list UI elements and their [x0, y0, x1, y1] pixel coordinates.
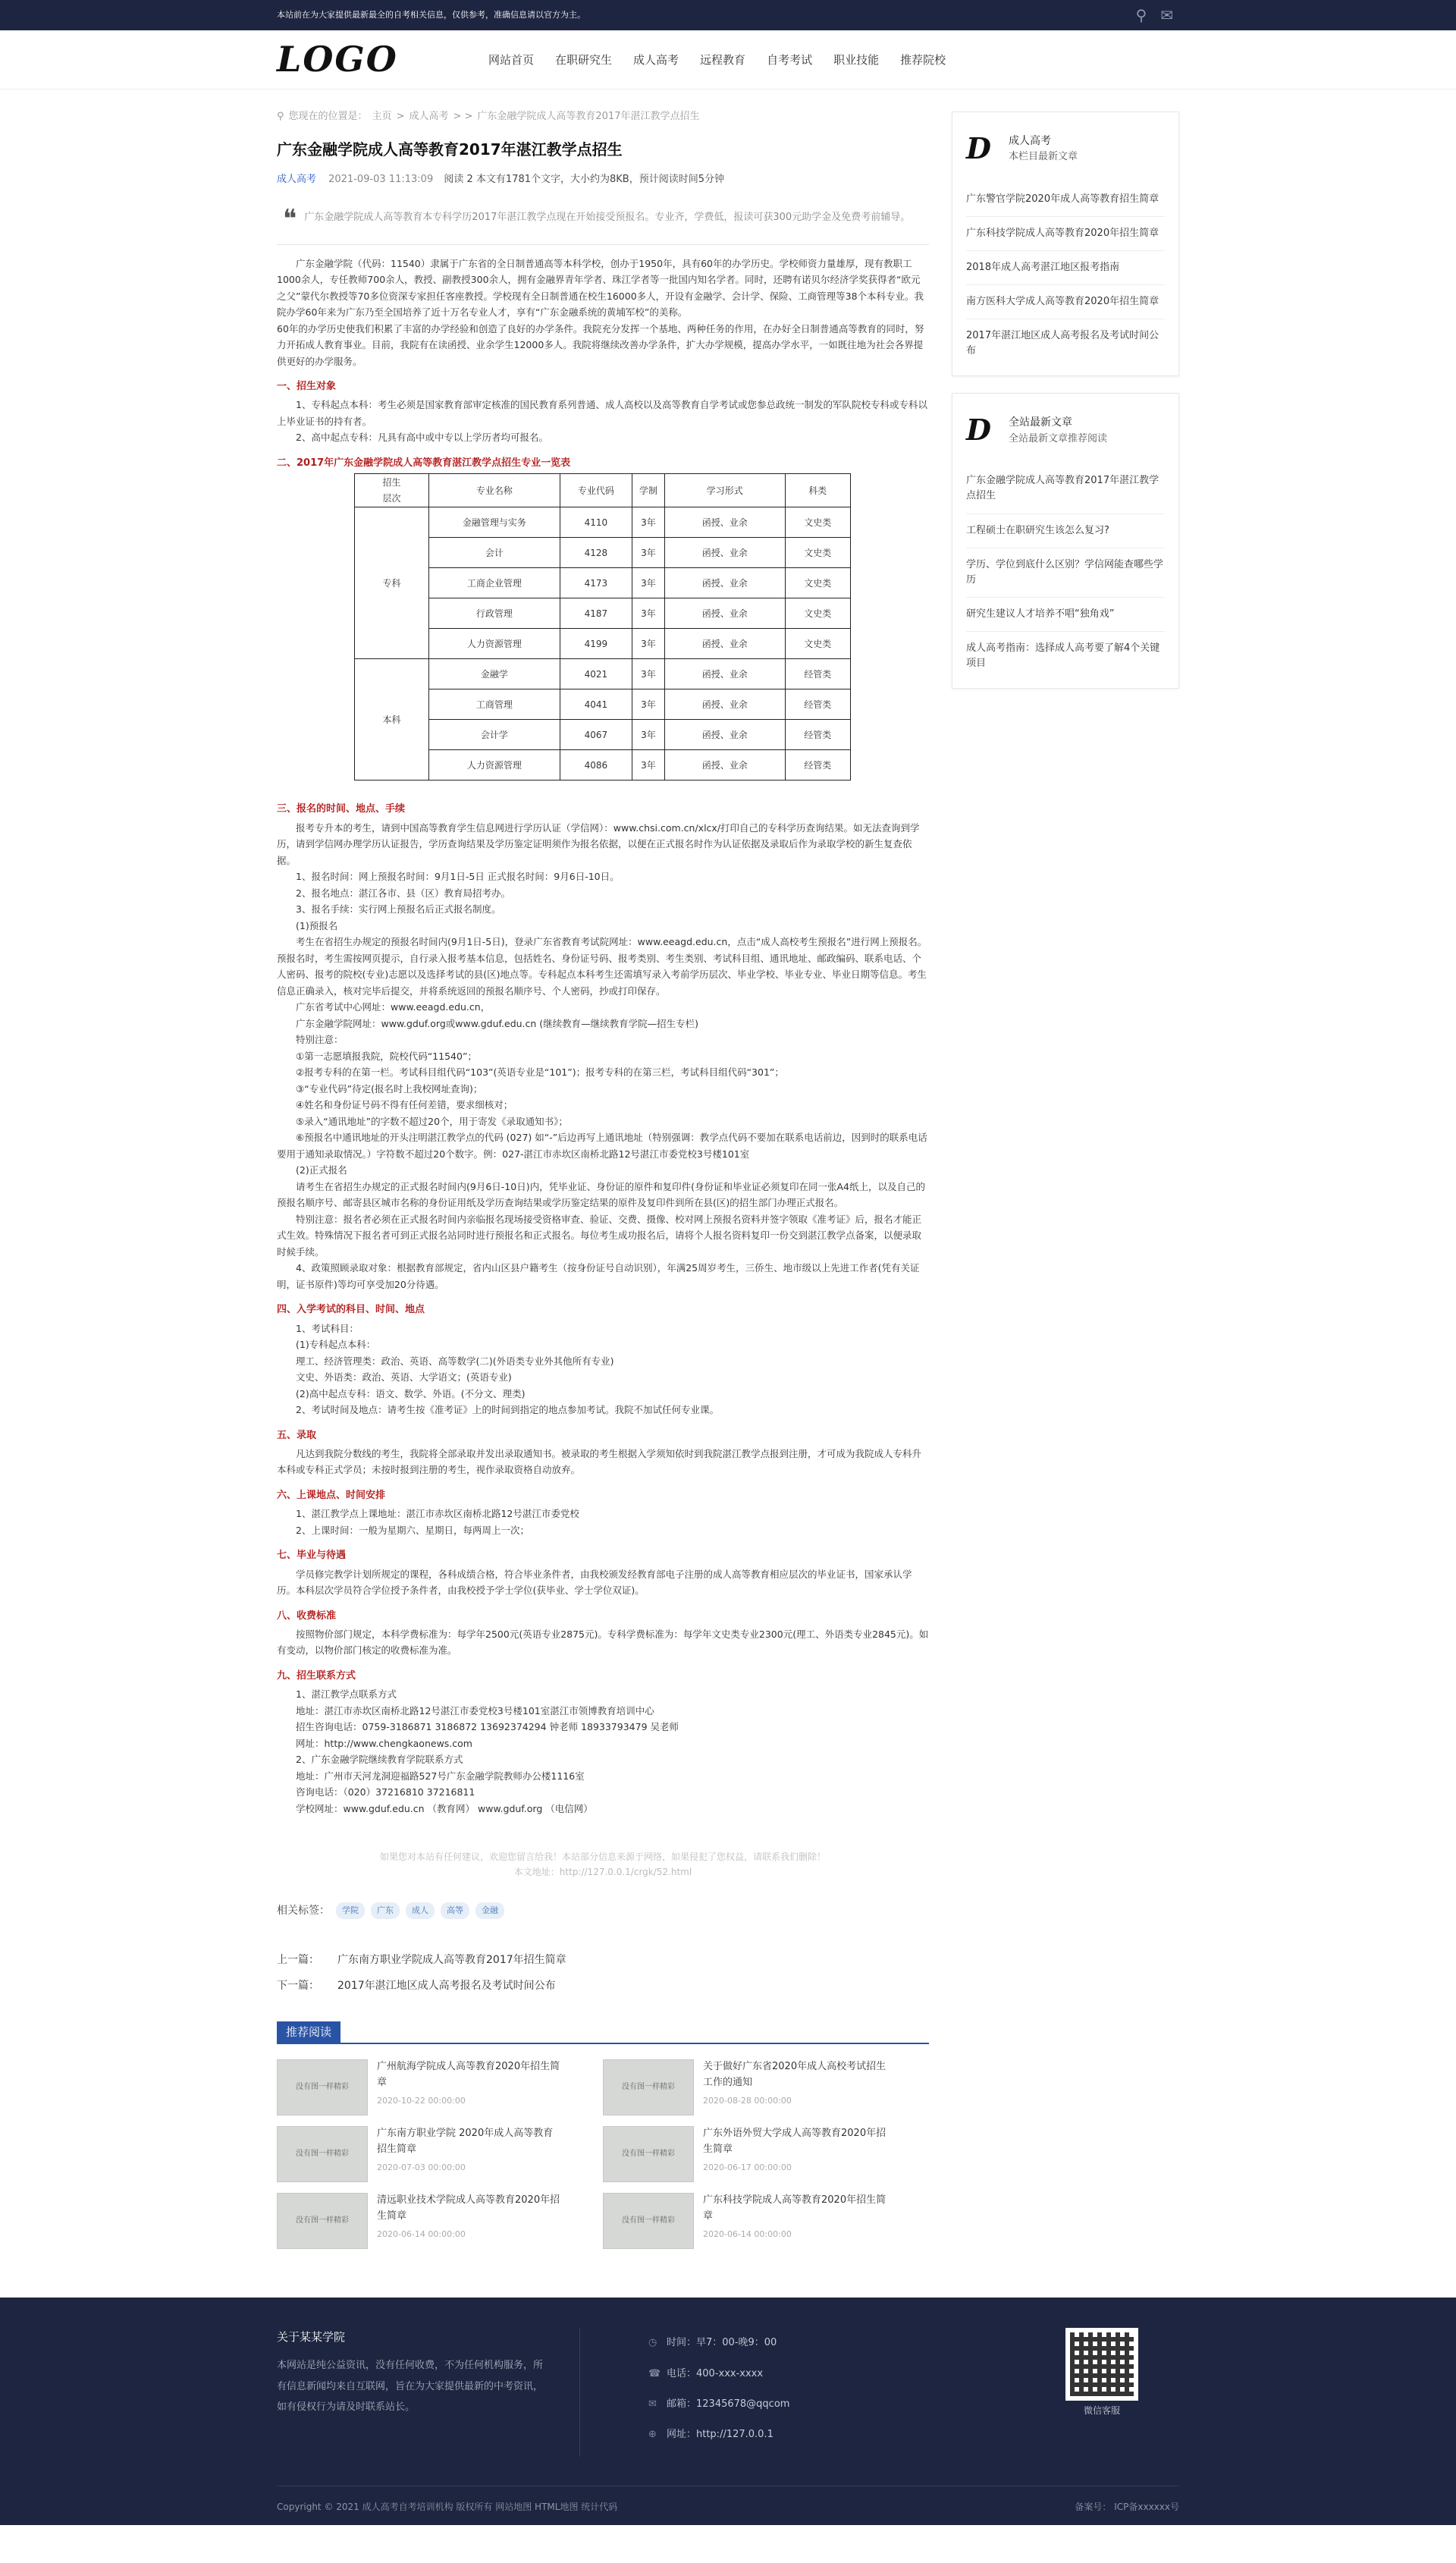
section-5-body: [277, 1446, 929, 1478]
table-header: 学习形式: [665, 474, 785, 507]
section-text: 咨询电话：（020）37216810 37216811: [296, 1786, 475, 1798]
section-3-body: [277, 820, 929, 1293]
section-text: 2、高中起点专科：凡具有高中或中专以上学历者均可报名。: [296, 432, 548, 444]
table-cell: 人力资源管理: [428, 750, 560, 781]
recommend-title[interactable]: 广东南方职业学院 2020年成人高等教育招生简章: [377, 2128, 554, 2156]
section-text: 地址：广州市天河龙洞迎福路527号广东金融学院教师办公楼1116室: [296, 1770, 585, 1782]
disclaimer-text: 如果您对本站有任何建议，欢迎您留言给我！本站部分信息来源于网络，如果侵犯了您权益，请联系我们删除！: [379, 1852, 826, 1863]
section-heading: 六、上课地点、时间安排: [277, 1489, 386, 1501]
contact-email[interactable]: 邮箱：12345678@qqcom: [667, 2398, 790, 2410]
sidebar-link[interactable]: 广东警官学院2020年成人高等教育招生简章: [966, 183, 1165, 217]
table-cell: 3年: [632, 538, 664, 568]
box-title: 全站最新文章: [1009, 416, 1072, 429]
table-row: [355, 598, 851, 629]
majors-table: [354, 473, 851, 781]
recommend-item[interactable]: [277, 2126, 603, 2182]
wechat-icon[interactable]: ✉: [1160, 6, 1173, 24]
section-text: (2)高中起点专科：语文、数学、外语。(不分文、理类): [296, 1387, 526, 1399]
breadcrumb-home[interactable]: 主页: [372, 111, 392, 122]
section-text: 1、考试科目：: [296, 1322, 359, 1334]
recommend-title[interactable]: 清远职业技术学院成人高等教育2020年招生简章: [377, 2194, 560, 2222]
box-subtitle: 全站最新文章推荐阅读: [1009, 432, 1108, 444]
qr-code-icon: [1065, 2328, 1138, 2401]
recommend-date: 2020-07-03 00:00:00: [377, 2162, 466, 2172]
table-row: [355, 750, 851, 781]
table-cell: 行政管理: [428, 598, 560, 629]
contact-url[interactable]: 网址：http://127.0.0.1: [667, 2429, 774, 2441]
table-cell: 3年: [632, 689, 664, 720]
quote-icon: ❝: [283, 203, 297, 234]
sidebar-link[interactable]: 工程硕士在职研究生该怎么复习?: [966, 514, 1165, 548]
nav-item-schools[interactable]: 推荐院校: [900, 53, 946, 67]
table-cell: 函授、业余: [665, 538, 785, 568]
section-text: 1、湛江教学点联系方式: [296, 1688, 397, 1701]
table-cell: 金融学: [428, 659, 560, 689]
table-cell: 函授、业余: [665, 689, 785, 720]
table-cell: 4110: [560, 507, 632, 538]
section-text: ①第一志愿填报我院，院校代码“11540”；: [296, 1050, 477, 1062]
nav-item-adult-exam[interactable]: 成人高考: [633, 53, 679, 67]
recommend-text: [703, 2126, 889, 2182]
section-text: 学员修完教学计划所规定的课程，各科成绩合格，符合毕业条件者，由我校颁发经教育部电子注册的成人高等教育相应层次的毕业证书，国家承认学历。本科层次学员符合学位授予条件者，由我校授予学士学位(获毕业、学士学位双证)。: [277, 1568, 912, 1597]
section-text: (2)正式报名: [296, 1164, 347, 1176]
section-8-body: [277, 1626, 929, 1659]
table-header: 专业名称: [428, 474, 560, 507]
table-cell: 文史类: [785, 507, 850, 538]
nav-item-self-exam[interactable]: 自考考试: [767, 53, 813, 67]
footer-contact: [580, 2328, 1035, 2457]
table-cell: 3年: [632, 629, 664, 659]
table-cell: 4041: [560, 689, 632, 720]
summary-text: 广东金融学院成人高等教育本专科学历2017年湛江教学点现在开始接受预报名。专业齐，学费低，报读可获300元助学金及免费考前辅导。: [304, 211, 911, 223]
tag[interactable]: 高等: [441, 1902, 469, 1919]
section-text: 2、报名地点：湛江各市、县（区）教育局招考办。: [296, 887, 510, 899]
section-text: ④姓名和身份证号码不得有任何差错，要求细核对；: [296, 1099, 513, 1111]
article-title: 广东金融学院成人高等教育2017年湛江教学点招生: [277, 140, 623, 159]
section-text: 理工、经济管理类：政治、英语、高等数学(二)(外语类专业外其他所有专业): [296, 1355, 614, 1367]
breadcrumb-sep2: > >: [453, 111, 473, 122]
article-info: 阅读 2 本文有1781个文字，大小约为8KB，预计阅读时间5分钟: [444, 173, 724, 185]
table-cell: 工商企业管理: [428, 568, 560, 598]
majors-table-wrap: [354, 473, 929, 792]
table-cell: 文史类: [785, 598, 850, 629]
recommend-date: 2020-06-17 00:00:00: [703, 2162, 792, 2172]
recommend-thumb[interactable]: 没有图一样精彩: [277, 2059, 368, 2115]
section-text: 凡达到我院分数线的考生，我院将全部录取并发出录取通知书。被录取的考生根据入学须知依时到我院湛江教学点报到注册，才可成为我院成人专科升本科或专科正式学员；未按时报到注册的考生，视作录取资格自动放弃。: [277, 1447, 922, 1476]
table-cell: 文史类: [785, 538, 850, 568]
prev-label: 上一篇：: [277, 1954, 319, 1967]
icp-number: 备案号： ICP备xxxxxx号: [1075, 2502, 1179, 2513]
site-logo[interactable]: LOGO: [277, 39, 398, 80]
section-heading: 五、录取: [277, 1429, 317, 1441]
section-text: ⑥预报名中通讯地址的开头注明湛江教学点的代码 (027) 如“-”后边再写上通讯地址（特别强调：教学点代码不要加在联系电话前边，因到时的联系电话要用于通知录取情况。）字符数不超过20个数字。例：027-湛江市赤坎区南桥北路12号湛江市委党校3号楼101室: [277, 1132, 927, 1160]
nav-item-home[interactable]: 网站首页: [488, 53, 535, 67]
article-main: [277, 133, 929, 2249]
breadcrumb-prefix: 您现在的位置是：: [288, 111, 368, 122]
table-row: [355, 568, 851, 598]
top-notice: 本站前在为大家提供最新最全的自考相关信息，仅供参考，准确信息请以官方为主。: [277, 10, 585, 20]
sidebar-link[interactable]: 广东科技学院成人高等教育2020年招生简章: [966, 217, 1165, 251]
section-heading: 三、报名的时间、地点、手续: [277, 803, 406, 815]
article-date: 2021-09-03 11:13:09: [328, 173, 434, 185]
sidebar-box-category: [952, 112, 1179, 377]
footer-about-text: 本网站是纯公益资讯，没有任何收费，不为任何机构服务，所有信息新闻均来自互联网，旨在为大家提供最新的中考资讯，如有侵权行为请及时联系站长。: [277, 2360, 544, 2413]
section-text: 特别注意：报名者必须在正式报名时间内亲临报名现场接受资格审查、验证、交费、摄像、校对网上预报名资料并签字领取《准考证》后，报名才能正式生效。特殊情况下报名者可到正式报名站同时进行预报名和正式报名。每位考生成功报名后，请将个人报名资料复印一份交到湛江教学点备案，以便录取时候手续。: [277, 1213, 922, 1258]
box-subtitle: 本栏目最新文章: [1009, 150, 1078, 162]
recommend-text: [377, 2193, 563, 2249]
recommend-thumb[interactable]: 没有图一样精彩: [603, 2126, 694, 2182]
table-cell: 经管类: [785, 720, 850, 750]
article-meta: [277, 172, 929, 188]
table-cell: 人力资源管理: [428, 629, 560, 659]
table-header: 科类: [785, 474, 850, 507]
table-cell: 函授、业余: [665, 720, 785, 750]
nav-item-skills[interactable]: 职业技能: [833, 53, 880, 67]
location-pin-icon: ⚲: [277, 111, 284, 122]
section-text: 网址：http://www.chengkaonews.com: [296, 1737, 472, 1749]
table-header: 学制: [632, 474, 664, 507]
article-url[interactable]: 本文地址：http://127.0.0.1/crgk/52.html: [513, 1866, 692, 1877]
table-cell: 3年: [632, 720, 664, 750]
recommend-item[interactable]: [277, 2059, 603, 2115]
section-heading: 四、入学考试的科目、时间、地点: [277, 1304, 425, 1316]
section-text: 2、考试时间及地点：请考生按《准考证》上的时间到指定的地点参加考试。我院不加试任何专业课。: [296, 1404, 719, 1416]
recommend-text: [377, 2059, 563, 2115]
sidebar-link[interactable]: 2017年湛江地区成人高考报名及考试时间公布: [966, 330, 1159, 357]
sidebar: [952, 112, 1179, 2249]
section-9-body: [277, 1686, 929, 1817]
sidebar-link[interactable]: 学历、学位到底什么区别？学信网能查哪些学历: [966, 548, 1165, 598]
table-cell: 会计: [428, 538, 560, 568]
table-cell: 经管类: [785, 689, 850, 720]
table-cell: 4086: [560, 750, 632, 781]
recommend-thumb[interactable]: 没有图一样精彩: [603, 2193, 694, 2249]
article-summary: [277, 203, 929, 245]
tag-list: [277, 1902, 929, 1919]
tag[interactable]: 学院: [336, 1902, 365, 1919]
section-text: ②报考专科的在第一栏。考试科目组代码“103”(英语专业是“101”)；报考专科的在第三栏，考试科目组代码“301”；: [296, 1066, 784, 1079]
prev-link[interactable]: 广东南方职业学院成人高等教育2017年招生简章: [337, 1954, 566, 1967]
section-4-body: [277, 1321, 929, 1418]
table-cell: 4067: [560, 720, 632, 750]
breadcrumb-current: 广东金融学院成人高等教育2017年湛江教学点招生: [477, 111, 700, 122]
table-cell: 3年: [632, 659, 664, 689]
section-text: 文史、外语类：政治、英语、大学语文；(英语专业): [296, 1371, 512, 1384]
table-cell: 函授、业余: [665, 629, 785, 659]
nav-item-grad[interactable]: 在职研究生: [555, 53, 613, 67]
section-heading: 九、招生联系方式: [277, 1669, 356, 1682]
section-text: 1、湛江教学点上课地址：湛江市赤坎区南桥北路12号湛江市委党校: [296, 1508, 579, 1520]
section-text: (1)预报名: [296, 919, 338, 931]
box-title: 成人高考: [1009, 134, 1051, 147]
recommend-title[interactable]: 广东科技学院成人高等教育2020年招生简章: [703, 2194, 886, 2222]
box-items: [966, 464, 1165, 680]
next-label: 下一篇：: [277, 1979, 319, 1992]
table-cell: 4021: [560, 659, 632, 689]
sidebar-link[interactable]: 广东金融学院成人高等教育2017年湛江教学点招生: [966, 464, 1165, 514]
main-nav: [478, 51, 956, 69]
section-text: 3、报名手续：实行网上预报名后正式报名制度。: [296, 903, 501, 916]
sidebar-link[interactable]: 2018年成人高考湛江地区报考指南: [966, 251, 1165, 285]
footer-about-title: 关于某某学院: [277, 2330, 346, 2345]
section-text: 报考专升本的考生，请到中国高等教育学生信息网进行学历认证（学信网）：www.chsi.com.cn/xlcx/打印自己的专科学历查询结果。如无法查询到学历，请到学信网办理学历认证报告，学历查询结果及学历鉴定证明须作为报名依据，以便在正式报名时作为认证依据及录取后作为录取学校的新生复查依据。: [277, 821, 920, 866]
sidebar-link[interactable]: 研究生建议人才培养不唱“独角戏”: [966, 598, 1165, 632]
section-7-body: [277, 1566, 929, 1599]
table-row: [355, 720, 851, 750]
section-text: 请考生在省招生办规定的正式报名时间内(9月6日-10日)内，凭毕业证、身份证的原件和复印件(身份证和毕业证必须复印在同一张A4纸上，以及自己的预报名顺序号、邮寄县区城市名称的身份证用纸及学历查询结果或学历鉴定结果的原件及复印件到所在县(区)的招生部门办理正式报名。: [277, 1180, 925, 1209]
section-text: 4、政策照顾录取对象：根据教育部规定，省内山区县户籍考生（按身份证号自动识别），年满25周岁考生，三侨生、地市级以上先进工作者(凭有关证明，证书原件)等均可享受加20分待遇。: [277, 1262, 920, 1290]
box-items: [966, 183, 1165, 369]
section-text: (1)专科起点本科：: [296, 1339, 376, 1351]
intro-paragraph: 广东金融学院（代码：11540）隶属于广东省的全日制普通高等本科学校，创办于1950年，具有60年的办学历史。学校师资力量雄厚，现有教职工1000余人，专任教师700余人，教授、副教授300余人，拥有金融界青年学者、珠江学者等一批国内知名学者。同时，还聘有诺贝尔经济学奖获得者“欧元之父”蒙代尔教授等70多位资深专家担任客座教授。学校现有全日制普通在校生16000多人，开设有金融学、会计学、保险、工商管理等38个本科专业。我院办学60年来为广东乃至全国培养了近十万名专业人才，享有“广东金融系统的黄埔军校”的美称。: [277, 257, 924, 319]
table-cell: 文史类: [785, 568, 850, 598]
sidebar-link[interactable]: 南方医科大学成人高等教育2020年招生简章: [966, 285, 1165, 319]
section-text: 按照物价部门规定，本科学费标准为：每学年2500元(英语专业2875元)。专科学费标准为：每学年文史类专业2300元(理工、外语类专业2845元)。如有变动，以物价部门核定的收费标准为准。: [277, 1628, 929, 1657]
section-text: ③“专业代码”待定(报名时上我校网址查询)；: [296, 1082, 483, 1095]
recommend-header: [277, 1999, 929, 2044]
section-text: 1、专科起点本科：考生必须是国家教育部审定核准的国民教育系列普通、成人高校以及高等教育自学考试或您参总政统一制发的军队院校专科或专科以上毕业证书的持有者。: [277, 399, 927, 427]
table-cell: 3年: [632, 507, 664, 538]
table-cell: 函授、业余: [665, 598, 785, 629]
disclaimer: [277, 1850, 929, 1879]
recommend-date: 2020-10-22 00:00:00: [377, 2095, 466, 2106]
tags-label: 相关标签：: [277, 1904, 330, 1917]
table-cell: 工商管理: [428, 689, 560, 720]
sidebar-link[interactable]: 成人高考指南：选择成人高考要了解4个关键项目: [966, 642, 1160, 670]
recommend-thumb[interactable]: 没有图一样精彩: [277, 2193, 368, 2249]
breadcrumb-category[interactable]: 成人高考: [409, 111, 449, 122]
recommend-item[interactable]: [277, 2193, 603, 2249]
recommend-title[interactable]: 关于做好广东省2020年成人高校考试招生工作的通知: [703, 2061, 886, 2089]
intro-paragraph: 60年的办学历史使我们积累了丰富的办学经验和创造了良好的办学条件。我院充分发挥一个基地、两种任务的作用，在办好全日制普通高等教育的同时，努力开拓成人教育事业。目前，我院有在读函授、业余学生12000多人。我院将继续改善办学条件，扩大办学规模，提高办学水平，一如既往地为社会各界提供更好的办学服务。: [277, 322, 924, 367]
table-cell: 4173: [560, 568, 632, 598]
recommend-list: [277, 2059, 929, 2249]
section-text: 学校网址：www.gduf.edu.cn （教育网） www.gduf.org （电信网）: [296, 1802, 593, 1814]
copyright: Copyright © 2021 成人高考自考培训机构 版权所有 网站地图 HTML地图 统计代码: [277, 2502, 618, 2513]
site-header: [0, 30, 1456, 90]
section-text: ⑤录入“通讯地址”的字数不超过20个，用于寄发《录取通知书》；: [296, 1115, 568, 1127]
recommend-item[interactable]: [603, 2059, 929, 2115]
mail-icon: ✉: [648, 2398, 657, 2410]
table-row: [355, 538, 851, 568]
table-cell: 3年: [632, 598, 664, 629]
recommend-item[interactable]: [603, 2193, 929, 2249]
article-body: [277, 256, 929, 1817]
table-cell: 经管类: [785, 659, 850, 689]
contact-time: 时间：早7：00-晚9：00: [667, 2337, 777, 2349]
section-text: 考生在省招生办规定的预报名时间内(9月1日-5日)，登录广东省教育考试院网址：www.eeagd.edu.cn，点击“成人高校考生预报名”进行网上预报名。预报名时，考生需按网页提示，自行录入报考基本信息，包括姓名、身份证号码、报考类别、考生类别、考试科目组、通讯地址、邮政编码、联系电话、个人密码、报考的院校(专业)志愿以及选择考试的县(区)地点等。专科起点本科考生还需填写录入考前学历层次、毕业学校、毕业专业、毕业日期等信息。考生信息正确录入，核对完毕后提交，并将系统返回的预报名顺序号、个人密码，抄或打印保存。: [277, 936, 927, 997]
section-heading: 七、毕业与待遇: [277, 1550, 347, 1562]
table-cell: 函授、业余: [665, 659, 785, 689]
nav-item-remote[interactable]: 远程教育: [700, 53, 746, 67]
table-cell: 经管类: [785, 750, 850, 781]
section-text: 地址：湛江市赤坎区南桥北路12号湛江市委党校3号楼101室湛江市领博教育培训中心: [296, 1704, 654, 1717]
article-category[interactable]: 成人高考: [277, 173, 317, 185]
qr-caption: 微信客服: [1083, 2405, 1120, 2417]
phone-icon: ☎: [648, 2367, 661, 2379]
section-text: 特别注意：: [296, 1034, 344, 1046]
table-row: [355, 689, 851, 720]
section-text: 广东省考试中心网址：www.eeagd.edu.cn，: [296, 1001, 491, 1013]
section-text: 1、报名时间：网上预报名时间：9月1日-5日 正式报名时间：9月6日-10日。: [296, 871, 620, 883]
recommend-item[interactable]: [603, 2126, 929, 2182]
table-row: [355, 629, 851, 659]
recommend-thumb[interactable]: 没有图一样精彩: [277, 2126, 368, 2182]
recommend-text: [703, 2193, 889, 2249]
top-bar: [0, 0, 1456, 30]
recommend-text: [377, 2126, 563, 2182]
tag[interactable]: 广东: [371, 1902, 400, 1919]
table-header: [355, 474, 429, 507]
recommend-text: [703, 2059, 889, 2115]
section-heading: 八、收费标准: [277, 1610, 337, 1622]
table-cell: 4199: [560, 629, 632, 659]
contact-phone: 电话：400-xxx-xxxx: [667, 2367, 764, 2379]
level-cell: 专科: [355, 507, 429, 659]
search-icon[interactable]: ⚲: [1135, 6, 1147, 24]
section-6-body: [277, 1506, 929, 1538]
clock-icon: ◷: [648, 2337, 657, 2349]
d-logo-icon: D: [966, 413, 991, 448]
recommend-thumb[interactable]: 没有图一样精彩: [603, 2059, 694, 2115]
section-heading: 一、招生对象: [277, 381, 337, 393]
section-text: 招生咨询电话：0759-3186871 3186872 13692374294 钟老师 18933793479 吴老师: [296, 1721, 679, 1733]
recommend-title: 推荐阅读: [277, 2021, 340, 2043]
table-cell: 函授、业余: [665, 568, 785, 598]
table-cell: 3年: [632, 568, 664, 598]
table-cell: 4128: [560, 538, 632, 568]
table-cell: 函授、业余: [665, 507, 785, 538]
tag[interactable]: 成人: [406, 1902, 435, 1919]
table-cell: 金融管理与实务: [428, 507, 560, 538]
next-link[interactable]: 2017年湛江地区成人高考报名及考试时间公布: [337, 1979, 556, 1992]
breadcrumb-sep: >: [396, 111, 405, 122]
section-text: 2、上课时间：一般为星期六、星期日，每两周上一次；: [296, 1524, 529, 1536]
globe-icon: ⊕: [648, 2429, 657, 2441]
d-logo-icon: D: [966, 130, 991, 165]
prev-next: [277, 1948, 929, 1999]
site-footer: [0, 2298, 1456, 2525]
table-row: [355, 507, 851, 538]
header-cell: 层次: [382, 492, 401, 504]
section-text: 2、广东金融学院继续教育学院联系方式: [296, 1754, 463, 1766]
table-row: [355, 659, 851, 689]
section-heading: 二、2017年广东金融学院成人高等教育湛江教学点招生专业一览表: [277, 457, 571, 469]
recommend-title[interactable]: 广州航海学院成人高等教育2020年招生简章: [377, 2061, 560, 2089]
level-cell: 本科: [355, 659, 429, 781]
header-cell: 招生: [382, 477, 401, 488]
table-cell: 4187: [560, 598, 632, 629]
table-cell: 函授、业余: [665, 750, 785, 781]
table-cell: 文史类: [785, 629, 850, 659]
recommend-date: 2020-08-28 00:00:00: [703, 2095, 792, 2106]
tag[interactable]: 金融: [475, 1902, 504, 1919]
sidebar-box-latest: [952, 393, 1179, 689]
recommend-title[interactable]: 广东外语外贸大学成人高等教育2020年招生简章: [703, 2128, 886, 2156]
table-cell: 会计学: [428, 720, 560, 750]
table-cell: 3年: [632, 750, 664, 781]
recommend-date: 2020-06-14 00:00:00: [703, 2228, 792, 2239]
table-header: 专业代码: [560, 474, 632, 507]
section-text: 广东金融学院网址：www.gduf.org或www.gduf.edu.cn (继续教育—继续教育学院—招生专栏): [296, 1017, 699, 1029]
recommend-date: 2020-06-14 00:00:00: [377, 2228, 466, 2239]
